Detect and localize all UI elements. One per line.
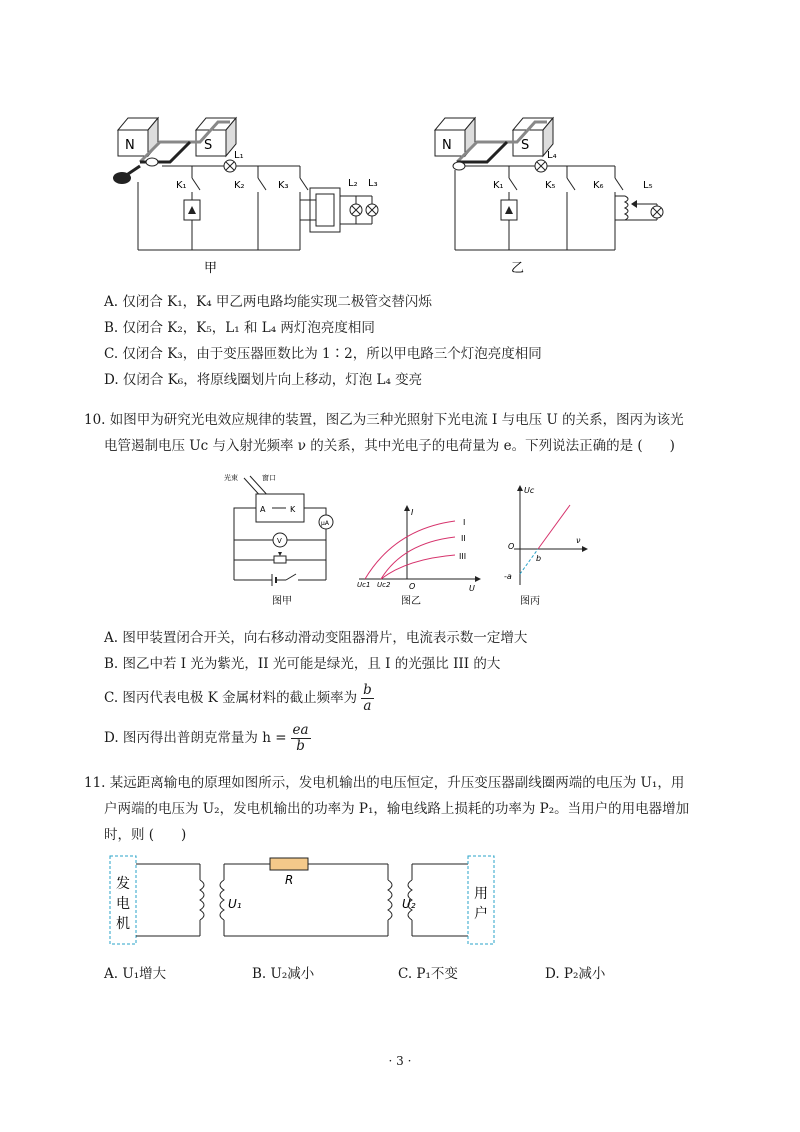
svg-text:U₂: U₂ xyxy=(402,897,416,911)
q11-stem-line1: 11. 某远距离输电的原理如图所示，发电机输出的电压恒定，升压变压器副线圈两端的电压为 U₁，用 xyxy=(84,775,685,791)
q10-stem-line2: 电管遏制电压 Uc 与入射光频率 ν 的关系，其中光电子的电荷量为 e。下列说法正确的是 ( ) xyxy=(104,438,675,454)
q9-option-b: B. 仅闭合 K₂，K₅，L₁ 和 L₄ 两灯泡亮度相同 xyxy=(104,320,375,336)
q11-option-c: C. P₁不变 xyxy=(398,966,458,982)
figure-jia xyxy=(100,100,400,280)
svg-text:K: K xyxy=(290,505,296,514)
svg-text:L₃: L₃ xyxy=(368,178,378,189)
q11-stem-line3: 时，则 ( ) xyxy=(104,827,187,843)
resistor-r xyxy=(270,858,308,870)
q9-option-c: C. 仅闭合 K₃，由于变压器匝数比为 1∶2，所以甲电路三个灯泡亮度相同 xyxy=(104,346,542,362)
figure-q10-jia xyxy=(222,470,352,610)
svg-text:L₄: L₄ xyxy=(547,150,557,161)
caption-q10-bing: 图丙 xyxy=(520,596,540,607)
svg-text:R: R xyxy=(285,873,294,887)
svg-text:O: O xyxy=(508,542,515,551)
svg-text:Uc2: Uc2 xyxy=(377,581,391,589)
q11-option-d: D. P₂减小 xyxy=(545,966,606,982)
q11-option-a: A. U₁增大 xyxy=(104,966,167,982)
transformer-jia xyxy=(310,188,340,232)
q9-option-d: D. 仅闭合 K₆，将原线圈划片向上移动，灯泡 L₄ 变亮 xyxy=(104,372,423,388)
caption-yi: 乙 xyxy=(511,261,525,276)
svg-text:发: 发 xyxy=(116,876,130,892)
q9-option-a: A. 仅闭合 K₁，K₄ 甲乙两电路均能实现二极管交替闪烁 xyxy=(104,294,432,310)
rheostat xyxy=(274,556,286,563)
slip-ring xyxy=(453,162,465,170)
curve-iii xyxy=(381,555,455,579)
svg-text:II: II xyxy=(461,534,466,543)
q10-option-b: B. 图乙中若 I 光为紫光，II 光可能是绿光，且 I 的光强比 III 的大 xyxy=(104,656,501,672)
step-down-primary xyxy=(388,880,392,920)
svg-text:K₁: K₁ xyxy=(176,180,187,191)
svg-text:Uc: Uc xyxy=(524,486,535,495)
svg-text:ν: ν xyxy=(576,536,581,545)
caption-q10-yi: 图乙 xyxy=(401,596,421,607)
svg-text:U₁: U₁ xyxy=(228,897,242,911)
figure-transmission xyxy=(104,852,524,948)
uc-line-solid xyxy=(538,505,570,549)
q10-option-d: D. 图丙得出普朗克常量为 h = $\frac{ea}{b}$ xyxy=(104,722,309,754)
svg-text:K₁: K₁ xyxy=(493,180,504,191)
caption-q10-jia: 图甲 xyxy=(272,596,292,607)
svg-text:III: III xyxy=(459,552,467,561)
svg-text:K₆: K₆ xyxy=(593,180,604,191)
q10-option-c: C. 图丙代表电极 K 金属材料的截止频率为 $\frac{b}{a}$ xyxy=(104,682,372,714)
svg-text:K₂: K₂ xyxy=(234,180,245,191)
svg-text:O: O xyxy=(409,582,416,591)
autotransformer xyxy=(625,196,628,220)
svg-text:N: N xyxy=(125,138,135,153)
svg-text:窗口: 窗口 xyxy=(262,474,276,482)
q11-stem-line2: 户两端的电压为 U₂，发电机输出的功率为 P₁，输电线路上损耗的功率为 P₂。当用户的用电器增加 xyxy=(104,801,690,817)
svg-text:Uc1: Uc1 xyxy=(357,581,371,589)
svg-text:b: b xyxy=(536,554,542,563)
svg-text:用: 用 xyxy=(474,886,488,902)
figure-q10-bing xyxy=(500,485,590,610)
curve-i xyxy=(365,521,455,579)
figure-q10-yi xyxy=(355,505,485,610)
svg-text:I: I xyxy=(463,518,466,527)
svg-text:L₁: L₁ xyxy=(234,150,244,161)
caption-jia: 甲 xyxy=(204,261,218,276)
svg-text:S: S xyxy=(521,138,530,153)
svg-text:K₅: K₅ xyxy=(545,180,556,191)
q10-option-a: A. 图甲装置闭合开关，向右移动滑动变阻器滑片，电流表示数一定增大 xyxy=(104,630,528,646)
fraction-b-over-a: $\frac{b}{a}$ xyxy=(363,682,372,714)
q11-option-b: B. U₂减小 xyxy=(252,966,315,982)
svg-text:K₃: K₃ xyxy=(278,180,289,191)
svg-text:V: V xyxy=(277,537,282,545)
svg-text:A: A xyxy=(260,505,266,514)
curve-ii xyxy=(381,537,455,579)
svg-text:U: U xyxy=(469,584,475,593)
svg-text:户: 户 xyxy=(474,906,488,922)
svg-text:N: N xyxy=(442,138,452,153)
step-up-secondary xyxy=(220,880,224,920)
svg-text:光束: 光束 xyxy=(224,474,238,482)
q10-stem-line1: 10. 如图甲为研究光电效应规律的装置，图乙为三种光照射下光电流 I 与电压 U 的关系，图丙为该光 xyxy=(84,412,684,428)
svg-text:μA: μA xyxy=(321,520,329,527)
fraction-ea-over-b: $\frac{ea}{b}$ xyxy=(292,722,309,754)
figure-yi xyxy=(425,100,675,280)
svg-text:L₅: L₅ xyxy=(643,180,653,191)
svg-text:机: 机 xyxy=(116,916,130,932)
svg-text:L₂: L₂ xyxy=(348,178,358,189)
step-up-primary xyxy=(200,880,204,920)
svg-text:S: S xyxy=(204,138,213,153)
svg-text:I: I xyxy=(411,508,414,517)
svg-text:电: 电 xyxy=(116,896,130,912)
svg-text:-a: -a xyxy=(504,572,512,581)
page-number: · 3 · xyxy=(388,1054,412,1068)
